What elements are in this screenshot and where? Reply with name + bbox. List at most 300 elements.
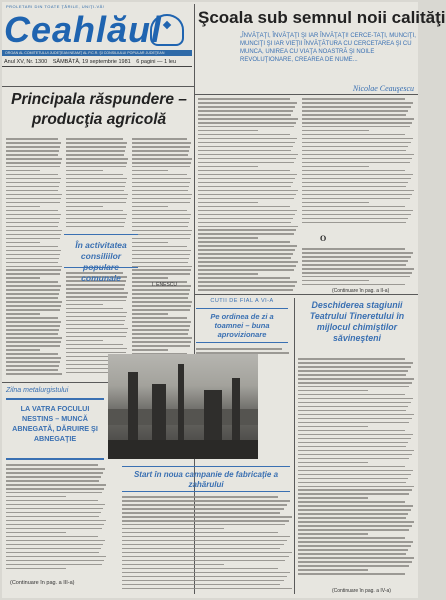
text-line xyxy=(122,548,280,550)
text-line xyxy=(302,154,414,156)
text-line xyxy=(198,222,291,224)
text-line xyxy=(132,198,191,200)
text-line xyxy=(6,349,40,351)
text-line xyxy=(298,406,408,408)
text-line xyxy=(6,488,104,490)
text-line xyxy=(298,394,405,396)
text-line xyxy=(302,206,405,208)
text-line xyxy=(66,222,125,224)
text-line xyxy=(298,489,412,491)
text-line xyxy=(132,218,190,220)
text-line xyxy=(302,260,408,262)
text-line xyxy=(198,166,258,168)
slogan: PROLETARI DIN TOATE ŢĂRILE, UNIŢI-VĂ! xyxy=(6,4,105,9)
text-line xyxy=(298,374,406,376)
text-line xyxy=(302,284,405,286)
issue-number: Anul XV, Nr. 1300 xyxy=(4,59,48,65)
text-line xyxy=(66,210,123,212)
text-line xyxy=(298,545,411,547)
text-line xyxy=(198,198,294,200)
text-line xyxy=(298,466,405,468)
text-line xyxy=(298,561,412,563)
text-line xyxy=(66,288,124,290)
text-line xyxy=(132,254,190,256)
article-column xyxy=(132,138,192,378)
text-line xyxy=(132,146,190,148)
text-line xyxy=(66,170,103,172)
text-line xyxy=(6,544,103,546)
text-line xyxy=(198,194,296,196)
text-line xyxy=(298,557,414,559)
text-line xyxy=(302,190,414,192)
text-line xyxy=(132,349,168,351)
text-line xyxy=(132,301,192,303)
subhead-box: În activitatea consiliilor populare comunale xyxy=(64,234,138,268)
lower-article-title: Start în noua campanie de fabricaţie a zahărului xyxy=(122,466,290,492)
text-line xyxy=(6,556,106,558)
text-line xyxy=(302,146,408,148)
text-line xyxy=(198,233,294,235)
text-line xyxy=(6,568,66,570)
text-line xyxy=(122,520,289,522)
text-line xyxy=(302,276,410,278)
rule-mid-right xyxy=(194,294,418,295)
text-line xyxy=(298,422,409,424)
text-line xyxy=(298,573,405,575)
text-line xyxy=(132,273,190,275)
text-line xyxy=(198,281,297,283)
text-line xyxy=(122,544,284,546)
text-line xyxy=(298,358,405,360)
text-line xyxy=(122,532,278,534)
text-line xyxy=(132,262,188,264)
text-line xyxy=(302,264,406,266)
text-line xyxy=(302,186,406,188)
article-column xyxy=(6,464,106,574)
text-line xyxy=(6,333,58,335)
text-line xyxy=(198,277,290,279)
text-line xyxy=(66,138,123,140)
text-line xyxy=(66,206,103,208)
text-line xyxy=(122,496,278,498)
text-line xyxy=(198,241,290,243)
text-line xyxy=(6,194,62,196)
text-line xyxy=(198,226,298,228)
text-line xyxy=(298,402,411,404)
text-line xyxy=(132,289,190,291)
text-line xyxy=(198,178,295,180)
text-line xyxy=(6,500,98,502)
text-line xyxy=(132,333,188,335)
left-feature-title: LA VATRA FOCULUI NESTINS – MUNCĂ ABNEGATĂ, DĂRUIRE ŞI ABNEGAŢIE xyxy=(6,398,104,460)
text-line xyxy=(66,300,126,302)
text-line xyxy=(298,366,411,368)
feature-title: Şcoala sub semnul noii calităţi xyxy=(198,8,446,27)
text-line xyxy=(6,186,59,188)
text-line xyxy=(6,281,58,283)
text-line xyxy=(302,126,410,128)
text-line xyxy=(298,521,414,523)
article-column xyxy=(198,98,298,294)
text-line xyxy=(132,246,187,248)
text-line xyxy=(6,162,61,164)
text-line xyxy=(6,174,58,176)
text-line xyxy=(132,138,187,140)
text-line xyxy=(132,222,189,224)
text-line xyxy=(6,226,58,228)
text-line xyxy=(298,478,408,480)
text-line xyxy=(122,504,287,506)
text-line xyxy=(198,134,290,136)
text-line xyxy=(6,297,58,299)
text-line xyxy=(198,285,295,287)
text-line xyxy=(66,174,123,176)
text-line xyxy=(6,337,62,339)
text-line xyxy=(198,210,297,212)
text-line xyxy=(298,549,408,551)
text-line xyxy=(302,256,411,258)
text-line xyxy=(302,248,405,250)
text-line xyxy=(66,166,126,168)
text-line xyxy=(132,210,187,212)
main-headline: Principala răspundere – producţia agricolă xyxy=(11,91,187,128)
text-line xyxy=(132,166,190,168)
text-line xyxy=(302,162,410,164)
section-marker: O xyxy=(320,234,327,243)
text-line xyxy=(302,194,412,196)
text-line xyxy=(66,348,127,350)
text-line xyxy=(132,325,190,327)
text-line xyxy=(6,476,101,478)
text-line xyxy=(132,170,168,172)
rule-top-left xyxy=(2,86,194,87)
organ-line: ORGAN AL COMITETULUI JUDEŢEAN NEAMŢ AL P.C.R. ŞI CONSILIULUI POPULAR JUDEŢEAN xyxy=(2,50,192,56)
text-line xyxy=(198,118,298,120)
text-line xyxy=(66,182,126,184)
text-line xyxy=(6,512,101,514)
text-line xyxy=(298,470,413,472)
text-line xyxy=(302,106,411,108)
text-line xyxy=(198,122,296,124)
text-line xyxy=(302,102,413,104)
text-line xyxy=(198,98,290,100)
text-line xyxy=(6,341,61,343)
text-line xyxy=(302,166,369,168)
text-line xyxy=(298,446,406,448)
text-line xyxy=(132,277,168,279)
text-line xyxy=(132,174,187,176)
text-line xyxy=(132,182,190,184)
text-line xyxy=(132,321,191,323)
text-line xyxy=(6,277,40,279)
article-column xyxy=(66,138,128,230)
text-line xyxy=(298,501,405,503)
text-line xyxy=(6,353,58,355)
caption-box xyxy=(196,298,288,344)
text-line xyxy=(198,229,296,231)
text-line xyxy=(198,202,258,204)
text-line xyxy=(298,509,411,511)
emblem-icon xyxy=(150,14,184,46)
text-line xyxy=(6,464,98,466)
text-line xyxy=(66,344,123,346)
text-line xyxy=(198,245,297,247)
text-line xyxy=(132,313,168,315)
text-line xyxy=(6,317,58,319)
text-line xyxy=(66,214,127,216)
text-line xyxy=(6,230,62,232)
text-line xyxy=(298,529,409,531)
text-line xyxy=(298,493,409,495)
text-line xyxy=(198,102,297,104)
text-line xyxy=(6,532,66,534)
text-line xyxy=(6,560,104,562)
text-line xyxy=(132,269,191,271)
text-line xyxy=(6,182,60,184)
text-line xyxy=(302,218,408,220)
text-line xyxy=(6,548,101,550)
text-line xyxy=(198,218,293,220)
rule-left-lower xyxy=(2,382,108,383)
text-line xyxy=(198,253,293,255)
text-line xyxy=(298,398,413,400)
text-line xyxy=(132,142,191,144)
text-line xyxy=(132,345,190,347)
text-line xyxy=(198,170,290,172)
text-line xyxy=(66,336,126,338)
text-line xyxy=(298,450,414,452)
text-line xyxy=(196,348,282,350)
text-line xyxy=(302,122,412,124)
text-line xyxy=(132,317,187,319)
text-line xyxy=(298,474,411,476)
text-line xyxy=(298,454,412,456)
article-column xyxy=(302,248,414,288)
text-line xyxy=(6,524,104,526)
text-line xyxy=(6,218,60,220)
masthead xyxy=(2,2,192,68)
text-line xyxy=(6,365,59,367)
issue-price: 6 pagini — 1 leu xyxy=(136,59,176,65)
text-line xyxy=(6,552,99,554)
text-line xyxy=(122,528,224,530)
text-line xyxy=(6,222,59,224)
text-line xyxy=(198,206,290,208)
text-line xyxy=(122,572,290,574)
text-line xyxy=(6,564,102,566)
text-line xyxy=(122,556,289,558)
text-line xyxy=(198,289,293,291)
continue-note-left: (Continuare în pag. a III-a) xyxy=(10,580,75,586)
text-line xyxy=(198,142,295,144)
text-line xyxy=(298,462,368,464)
quote-author: Nicolae Ceauşescu xyxy=(352,84,414,93)
text-line xyxy=(302,198,410,200)
text-line xyxy=(298,565,409,567)
text-line xyxy=(6,484,106,486)
text-line xyxy=(132,154,188,156)
text-line xyxy=(198,249,295,251)
text-line xyxy=(66,226,124,228)
text-line xyxy=(298,553,406,555)
text-line xyxy=(132,337,192,339)
text-line xyxy=(66,178,127,180)
text-line xyxy=(66,304,103,306)
issue-date: SÂMBĂTĂ, 19 septembrie 1981 xyxy=(52,59,131,65)
text-line xyxy=(198,154,298,156)
newspaper-logo: Ceahlăul xyxy=(4,9,163,50)
text-line xyxy=(302,222,406,224)
text-line xyxy=(6,289,60,291)
text-line xyxy=(66,316,126,318)
text-line xyxy=(298,434,413,436)
text-line xyxy=(298,517,406,519)
text-line xyxy=(132,309,190,311)
text-line xyxy=(66,146,126,148)
text-line xyxy=(6,496,66,498)
text-line xyxy=(298,418,412,420)
text-line xyxy=(6,369,58,371)
text-line xyxy=(122,540,287,542)
text-line xyxy=(302,110,408,112)
text-line xyxy=(298,569,368,571)
text-line xyxy=(302,170,405,172)
text-line xyxy=(198,261,298,263)
text-line xyxy=(298,410,406,412)
text-line xyxy=(66,202,126,204)
text-line xyxy=(6,142,61,144)
text-line xyxy=(6,158,62,160)
text-line xyxy=(6,198,61,200)
text-line xyxy=(122,560,285,562)
continue-note-mid: (Continuare în pag. a II-a) xyxy=(332,288,390,294)
text-line xyxy=(66,154,124,156)
text-line xyxy=(66,312,127,314)
text-line xyxy=(66,308,123,310)
text-line xyxy=(132,341,191,343)
text-line xyxy=(6,166,60,168)
text-line xyxy=(302,118,414,120)
text-line xyxy=(6,357,61,359)
text-line xyxy=(122,536,290,538)
text-line xyxy=(6,273,60,275)
text-line xyxy=(302,272,412,274)
text-line xyxy=(302,214,411,216)
text-line xyxy=(6,528,102,530)
text-line xyxy=(122,512,280,514)
text-line xyxy=(132,226,188,228)
text-line xyxy=(298,378,414,380)
text-line xyxy=(66,162,127,164)
feature-quote: „ÎNVĂŢAŢI, ÎNVĂŢAŢI ŞI IAR ÎNVĂŢAŢI! CERCE-TAŢI, MUNCIŢI, MUNCIŢI ŞI IAR VIEŢII ÎNVĂŢĂTURA CU CERCETAREA ŞI CU MUNCA, UNIREA CU VIAŢA NOASTRĂ ŞI NOILE REVOLUŢIONARE, CREAREA DE NUME... xyxy=(240,33,416,63)
article-column xyxy=(122,496,292,592)
text-line xyxy=(298,497,368,499)
text-line xyxy=(6,516,99,518)
text-line xyxy=(132,329,189,331)
factory-photo xyxy=(108,354,258,459)
text-line xyxy=(132,230,192,232)
section-label: Zilna metalurgistului xyxy=(6,387,69,394)
text-line xyxy=(6,305,61,307)
text-line xyxy=(66,284,125,286)
text-line xyxy=(66,340,103,342)
text-line xyxy=(198,237,258,239)
text-line xyxy=(122,500,290,502)
text-line xyxy=(132,305,191,307)
text-line xyxy=(66,332,127,334)
text-line xyxy=(66,158,128,160)
text-line xyxy=(302,178,411,180)
text-line xyxy=(6,154,58,156)
text-line xyxy=(302,138,413,140)
text-line xyxy=(302,252,413,254)
text-line xyxy=(298,505,413,507)
text-line xyxy=(122,580,284,582)
text-line xyxy=(198,186,291,188)
text-line xyxy=(6,254,60,256)
text-line xyxy=(132,150,189,152)
text-line xyxy=(6,480,99,482)
text-line xyxy=(6,258,59,260)
text-line xyxy=(132,258,189,260)
text-line xyxy=(6,170,40,172)
text-line xyxy=(298,438,411,440)
text-line xyxy=(122,524,285,526)
caption-title: Pe ordinea de zi a toamnei – buna aprovizionare xyxy=(196,308,288,343)
text-line xyxy=(198,114,291,116)
text-line xyxy=(298,370,408,372)
text-line xyxy=(198,106,295,108)
text-line xyxy=(122,588,292,590)
text-line xyxy=(6,301,62,303)
text-line xyxy=(6,508,103,510)
text-line xyxy=(302,150,406,152)
right-feature-title: Deschiderea stagiunii Teatrului Tineretului în mijlocul chimiştilor săvineşteni xyxy=(309,300,405,343)
text-line xyxy=(132,194,192,196)
text-line xyxy=(66,218,126,220)
text-line xyxy=(6,214,61,216)
text-line xyxy=(302,174,413,176)
text-line xyxy=(298,482,406,484)
text-line xyxy=(302,202,369,204)
text-line xyxy=(66,324,124,326)
text-line xyxy=(302,130,369,132)
text-line xyxy=(132,186,189,188)
text-line xyxy=(132,250,191,252)
text-line xyxy=(122,576,287,578)
text-line xyxy=(198,150,291,152)
text-line xyxy=(122,584,280,586)
text-line xyxy=(6,202,60,204)
text-line xyxy=(6,238,60,240)
text-line xyxy=(66,328,128,330)
text-line xyxy=(198,126,294,128)
text-line xyxy=(6,361,60,363)
text-line xyxy=(132,293,189,295)
text-line xyxy=(302,268,414,270)
text-line xyxy=(132,162,191,164)
text-line xyxy=(298,486,414,488)
text-line xyxy=(132,158,192,160)
text-line xyxy=(132,266,192,268)
text-line xyxy=(132,234,191,236)
text-line xyxy=(198,162,294,164)
text-line xyxy=(302,98,405,100)
text-line xyxy=(6,329,59,331)
text-line xyxy=(66,190,124,192)
text-line xyxy=(6,190,58,192)
text-line xyxy=(132,214,191,216)
